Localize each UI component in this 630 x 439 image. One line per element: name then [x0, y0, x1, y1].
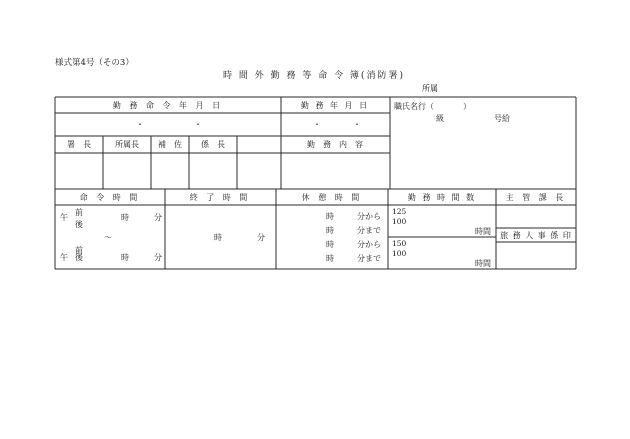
order-mae-1: 前 — [75, 208, 83, 217]
order-date-header: 勤 務 命 令 年 月 日 — [112, 101, 224, 110]
order-date-dot-1: ・ — [136, 120, 144, 129]
grade-label: 級 — [436, 114, 444, 123]
order-date-dot-2: ・ — [194, 120, 202, 129]
hours-unit-2: 時間 — [475, 259, 491, 268]
assistant-label: 補 佐 — [158, 140, 182, 149]
order-tilde: 〜 — [104, 233, 112, 242]
order-minute-1: 分 — [154, 213, 162, 222]
form-number: 様式第4号（その3） — [55, 58, 134, 68]
order-go-1: 後 — [75, 220, 83, 229]
order-hour-2: 時 — [121, 253, 129, 262]
affiliation-label: 所属 — [422, 84, 438, 93]
break-hour-4: 時 — [326, 254, 334, 263]
end-time-header: 終 了 時 間 — [189, 193, 251, 202]
end-hour: 時 — [214, 233, 222, 242]
supervisor-header: 主 管 課 長 — [505, 193, 567, 202]
break-hour-2: 時 — [326, 226, 334, 235]
rate-150: 150 — [392, 239, 407, 248]
work-date-header: 勤 務 年 月 日 — [300, 101, 370, 110]
end-minute: 分 — [257, 233, 265, 242]
rate-100-a: 100 — [392, 217, 407, 226]
section-head-label: 所属長 — [115, 140, 139, 149]
work-date-dot-1: ・ — [313, 120, 321, 129]
form-title: 時 間 外 勤 務 等 命 令 簿(消防署) — [223, 71, 405, 81]
salary-label: 号給 — [494, 114, 510, 123]
break-from-1: 分から — [357, 212, 381, 221]
break-until-2: 分まで — [357, 254, 381, 263]
break-hour-3: 時 — [326, 240, 334, 249]
break-time-header: 休 憩 時 間 — [301, 193, 363, 202]
travel-stamp-label: 旅 務 人 事 係 印 — [500, 231, 572, 240]
break-from-2: 分から — [357, 240, 381, 249]
order-mae-2: 前 — [75, 246, 83, 255]
name-close-paren: ） — [463, 102, 471, 111]
order-pm: 午 — [60, 253, 68, 262]
work-hours-header: 勤 務 時 間 数 — [407, 193, 477, 202]
rate-125: 125 — [392, 207, 407, 216]
order-minute-2: 分 — [154, 253, 162, 262]
rate-100-b: 100 — [392, 249, 407, 258]
order-hour-1: 時 — [121, 213, 129, 222]
break-hour-1: 時 — [326, 212, 334, 221]
order-time-header: 命 令 時 間 — [79, 193, 141, 202]
work-content-label: 勤 務 内 容 — [307, 140, 363, 149]
name-label: 職氏名行（ — [394, 102, 434, 111]
work-date-dot-2: ・ — [353, 120, 361, 129]
break-until-1: 分まで — [357, 226, 381, 235]
order-go-2: 後 — [75, 253, 83, 262]
hours-unit-1: 時間 — [475, 227, 491, 236]
order-am: 午 — [60, 213, 68, 222]
clerk-label: 係 長 — [201, 140, 225, 149]
chief-label: 署 長 — [67, 140, 91, 149]
